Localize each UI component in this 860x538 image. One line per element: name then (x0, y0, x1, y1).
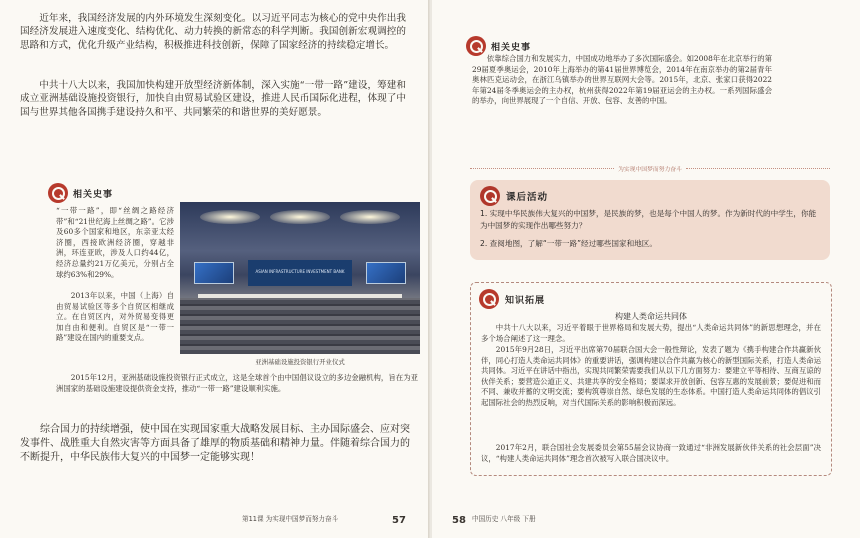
left-sidebar-text-2: 2013年以来，中国（上海）自由贸易试验区等多个自贸区相继成立。在自贸区内，对外贸易变得更加自由和便利。自贸区是“一带一路”建设在国内的重要支点。 (56, 291, 174, 343)
activity-header (480, 186, 548, 206)
left-sidebar-header (48, 183, 113, 203)
right-sidebar-text: 依靠综合国力和发展实力，中国成功地举办了多次国际盛会。如2008年在北京举行的第29届夏季奥运会，2010年上海举办的第41届世界博览会，2014年在南京举办的第2届青年奥林匹克运动会，在浙江乌镇举办的世界互联网大会等。2015年，北京、张家口获得2022年第24届冬季奥运会的主办权，杭州获得2022年第19届亚运会的主办权。一系列国际盛会的举办，向世界展现了一个自信、开放、包容、友善的中国。 (472, 54, 772, 106)
left-paragraph-1: 近年来，我国经济发展的内外环境发生深刻变化。以习近平同志为核心的党中央作出我国经济发展进入速度变化、结构优化、动力转换的新常态的科学判断。我国创新宏观调控的思路和方式，优化升级产业结构，积极推进科技创新，保障了国家经济的持续稳定增长。 (20, 13, 406, 51)
knowledge-extension-box (470, 282, 832, 476)
left-footer-lesson: 第11课 为实现中国梦而努力奋斗 (242, 515, 339, 523)
extension-paragraph-2: 2015年9月28日，习近平出席第70届联合国大会一般性辩论，发表了题为《携手构建合作共赢新伙伴，同心打造人类命运共同体》的重要讲话，强调构建以合作共赢为核心的新型国际关系，打造人类命运共同体。习近平在讲话中指出，实现共同繁荣需要我们从以下几方面努力：要建立平等相待、互商互谅的伙伴关系；要营造公道正义、共建共享的安全格局；要谋求开放创新、包容互惠的发展前景；要促进和而不同、兼收并蓄的文明交流；要构筑尊崇自然、绿色发展的生态体系。中国打造人类命运共同体的倡议引起国际社会的热烈反响，对当代国际关系的影响积极而深远。 (481, 345, 821, 407)
activity-question-1: 1. 实现中华民族伟大复兴的中国梦，是民族的梦，也是每个中国人的梦。作为新时代的中学生，你能为中国梦的实现作出哪些努力？ (480, 209, 817, 230)
extension-badge-icon (479, 289, 499, 309)
activity-label: 课后活动 (506, 192, 549, 203)
chapter-ribbon (470, 162, 830, 174)
ceremony-banner: ASIAN INFRASTRUCTURE INVESTMENT BANK (248, 260, 352, 286)
ceiling-light (340, 210, 400, 224)
history-badge-icon (466, 36, 486, 56)
audience-rows (180, 298, 420, 354)
right-sidebar-label: 相关史事 (491, 42, 532, 53)
display-screen (194, 262, 234, 284)
extension-paragraph-1: 中共十八大以来，习近平着眼于世界格局和发展大势，提出“人类命运共同体”的新思想理念，并在多个场合阐述了这一理念。 (481, 323, 821, 343)
extension-label: 知识拓展 (505, 295, 546, 306)
left-sidebar-text-3: 2015年12月，亚洲基础设施投资银行正式成立，这是全球首个由中国倡议设立的多边金融机构，旨在为亚洲国家的基础设施建设提供资金支持，推动“一带一路”建设顺利实施。 (56, 373, 418, 393)
aiib-ceremony-photo (180, 202, 420, 354)
right-sidebar-header (466, 36, 531, 56)
ribbon-label: 为实现中国梦而努力奋斗 (618, 166, 682, 173)
left-sidebar-label: 相关史事 (73, 189, 114, 200)
left-sidebar-text-1: “一带一路”，即“丝绸之路经济带”和“21世纪海上丝绸之路”。它涉及60多个国家和地区，东亲亚太经济圈，西接欧洲经济圈，穿越非洲，环连亚欧，涉及人口约44亿，经济总量约21万亿美元，分别占全球约63%和29%。 (56, 206, 174, 279)
history-badge-icon (48, 183, 68, 203)
left-paragraph-2: 中共十八大以来，我国加快构建开放型经济新体制，深入实施“一带一路”建设，筹建和成立亚洲基础设施投资银行，加快自由贸易试验区建设，推进人民币国际化进程，体现了中国与世界其他各国携手建设持久和平、共同繁荣的和谐世界的美好愿景。 (20, 80, 406, 118)
ribbon-dots-right (686, 168, 830, 169)
left-page-number: 57 (392, 515, 406, 526)
left-paragraph-3: 综合国力的持续增强，使中国在实现国家重大战略发展目标、主办国际盛会、应对突发事件、战胜重大自然灾害等方面具备了雄厚的物质基础和精神力量。伴随着综合国力的不断提升，中华民族伟大复兴的中国梦一定能够实现！ (20, 424, 410, 464)
display-screen (366, 262, 406, 284)
photo-caption: 亚洲基础设施投资银行开业仪式 (255, 358, 345, 366)
extension-header (479, 289, 545, 309)
activity-question-2: 2. 查阅地图，了解“一带一路”经过哪些国家和地区。 (480, 239, 657, 248)
ceiling-light (200, 210, 260, 224)
right-page-number: 58 (452, 515, 466, 526)
ceiling-light (270, 210, 330, 224)
ribbon-dots-left (470, 168, 614, 169)
extension-title: 构建人类命运共同体 (615, 312, 687, 321)
right-footer-book: 中国历史 八年级 下册 (472, 515, 536, 523)
extension-paragraph-3: 2017年2月，联合国社会发展委员会第55届会议协商一致通过“非洲发展新伙伴关系的社会层面”决议，“构建人类命运共同体”理念首次被写入联合国决议中。 (481, 443, 821, 463)
activity-badge-icon (480, 186, 500, 206)
after-class-activity-box (470, 180, 830, 260)
